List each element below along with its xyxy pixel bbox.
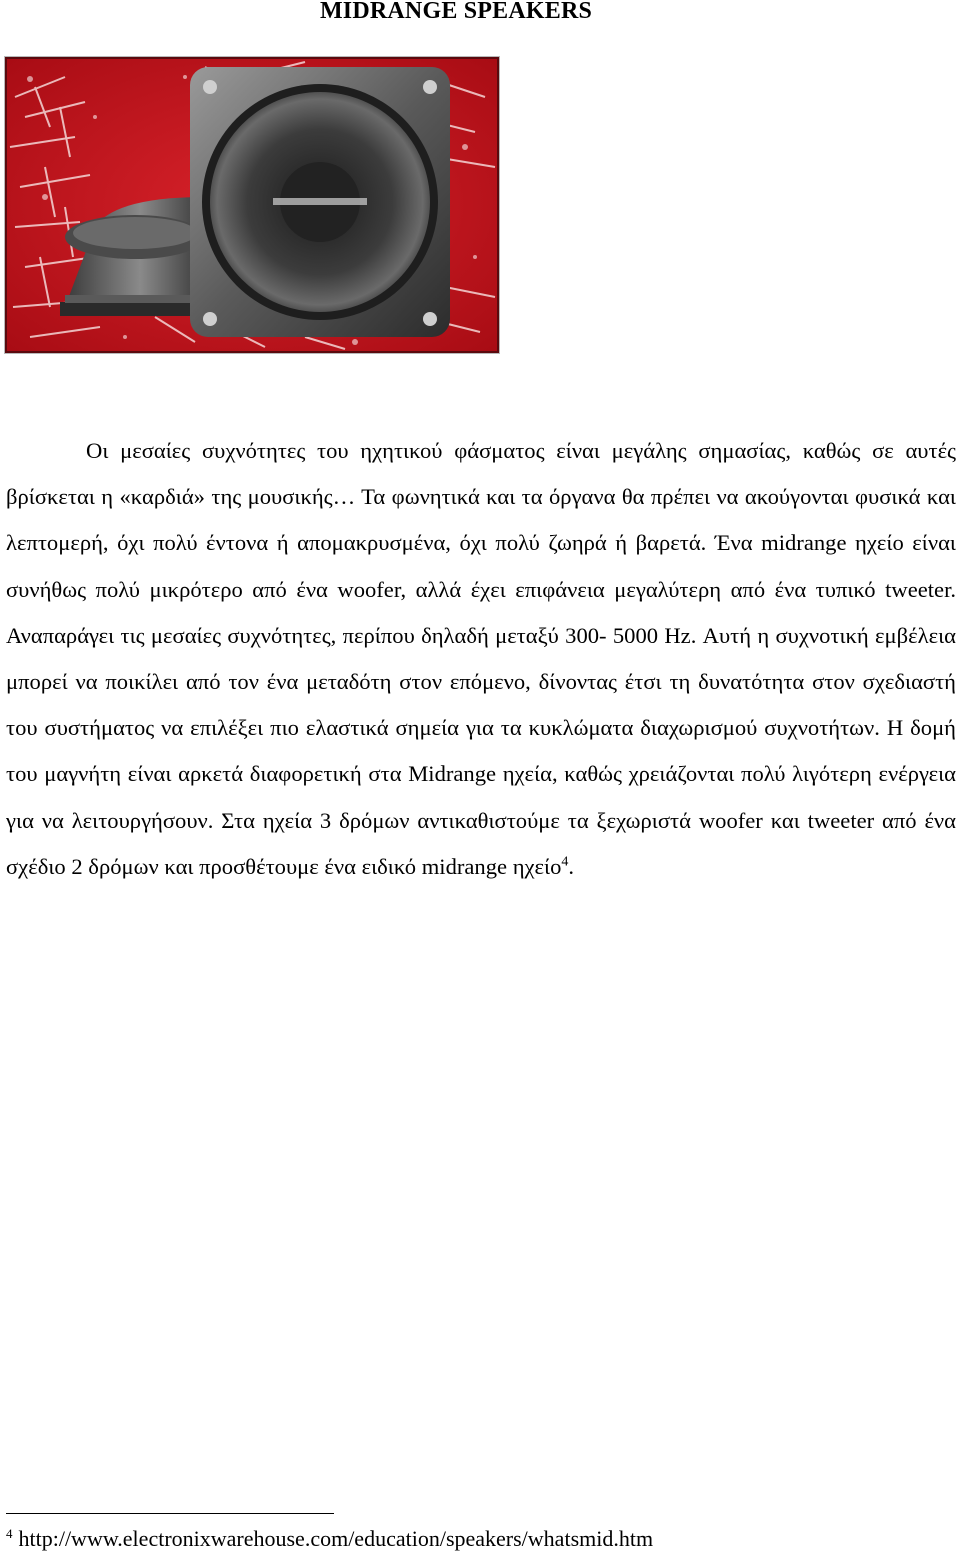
footnote — [6, 1526, 653, 1552]
paragraph-text: Οι μεσαίες συχνότητες του ηχητικού φάσματος είναι μεγάλης σημασίας, καθώς σε αυτές βρίσκεται η «καρδιά» της μουσικής… Τα φωνητικά και τα όργανα θα πρέπει να ακούγονται φυσικά και λεπτομερή, όχι πολύ έντονα ή απομακρυσμένα, όχι πολύ ζωηρά ή βαρετά. Ένα midrange ηχείο είναι συνήθως πολύ μικρότερο από ένα woofer, αλλά έχει επιφάνεια μεγαλύτερη από ένα τυπικό tweeter. Αναπαράγει τις μεσαίες συχνότητες, περίπου δηλαδή μεταξύ 300- 5000 Hz. Αυτή η συχνοτική εμβέλεια μπορεί να ποικίλει από τον ένα μεταδότη στον επόμενο, δίνοντας έτσι τη δυνατότητα στον σχεδιαστή του συστήματος να επιλέξει πιο ελαστικά σημεία για τα κυκλώματα διαχωρισμού συχνοτήτων. Η δομή του μαγνήτη είναι αρκετά διαφορετική στα Midrange ηχεία, καθώς χρειάζονται πολύ λιγότερη ενέργεια για να λειτουργήσουν. Στα ηχεία 3 δρόμων αντικαθιστούμε τα ξεχωριστά woofer και tweeter από ένα σχέδιο 2 δρόμων και προσθέτουμε ένα ειδικό midrange ηχείο — [6, 438, 956, 879]
body-paragraph — [6, 428, 956, 890]
paragraph-end: . — [568, 853, 575, 879]
footnote-number: 4 — [6, 1525, 13, 1541]
footnote-divider — [6, 1513, 334, 1514]
speaker-photo — [4, 56, 500, 354]
footnote-link[interactable]: http://www.electronixwarehouse.com/education/speakers/whatsmid.htm — [18, 1526, 654, 1551]
footnote-ref[interactable]: 4 — [561, 854, 569, 870]
speaker-front — [190, 67, 450, 337]
midrange-speaker-icon — [5, 57, 499, 353]
page-title: MIDRANGE SPEAKERS — [319, 0, 593, 24]
